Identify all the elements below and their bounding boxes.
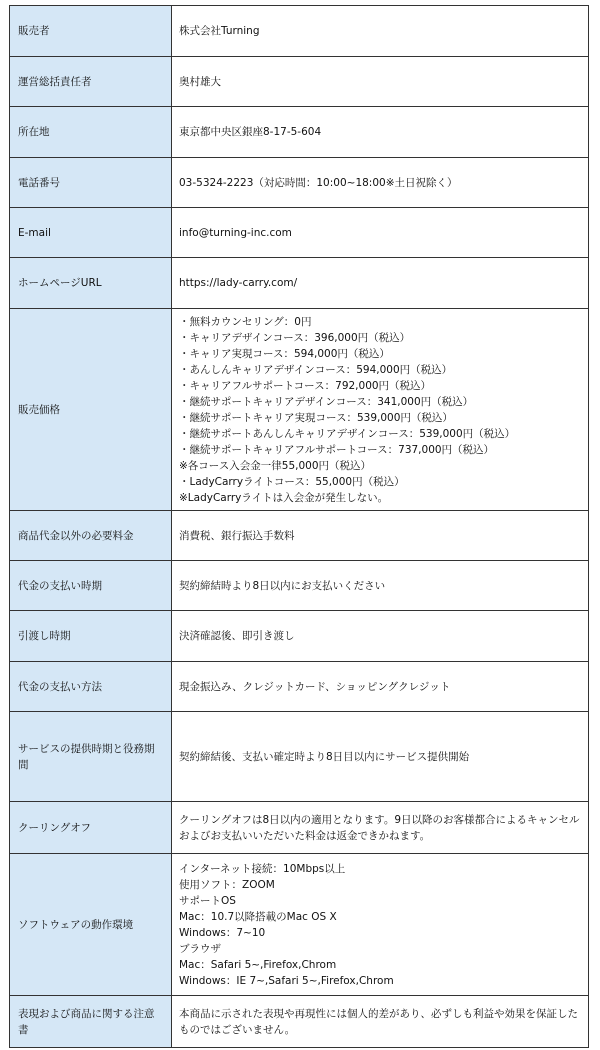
value-paragraph: クーリングオフは8日以内の適用となります。9日以降のお客様都合によるキャンセルおよびお支払いいただいた料金は返金できかねます。 (179, 813, 580, 842)
table-row (10, 107, 589, 158)
row-value (172, 854, 589, 996)
row-value (172, 712, 589, 802)
row-label: 表現および商品に関する注意書 (10, 996, 172, 1048)
specified-commercial-transactions-table (9, 5, 589, 1048)
row-value (172, 662, 589, 712)
row-label: 所在地 (10, 107, 172, 158)
value-line: 契約締結時より8日以内にお支払いください (179, 579, 386, 592)
row-label: 代金の支払い方法 (10, 662, 172, 712)
table-row (10, 57, 589, 107)
value-line: ・あんしんキャリアデザインコース：594,000円（税込） (179, 363, 453, 376)
row-value (172, 6, 589, 57)
row-label: 販売価格 (10, 309, 172, 511)
row-label: 商品代金以外の必要料金 (10, 511, 172, 561)
value-paragraph: 本商品に示された表現や再現性には個人的差があり、必ずしも利益や効果を保証したものではございません。 (179, 1007, 578, 1036)
table-row (10, 712, 589, 802)
table-row (10, 996, 589, 1048)
value-line: ブラウザ (179, 942, 221, 955)
row-label: 電話番号 (10, 158, 172, 208)
homepage-link[interactable]: https://lady-carry.com/ (179, 277, 298, 289)
value-line: 決済確認後、即引き渡し (179, 630, 295, 642)
value-line: 株式会社Turning (179, 25, 260, 37)
value-line: ・継続サポートあんしんキャリアデザインコース：539,000円（税込） (179, 427, 516, 440)
value-line: ・キャリアデザインコース：396,000円（税込） (179, 331, 411, 344)
row-value (172, 107, 589, 158)
table-row (10, 802, 589, 854)
value-line: ※LadyCarryライトは入会金が発生しない。 (179, 491, 389, 504)
row-label: 販売者 (10, 6, 172, 57)
table-row (10, 611, 589, 662)
row-value (172, 561, 589, 611)
row-value (172, 511, 589, 561)
value-line: ・キャリア実現コース：594,000円（税込） (179, 347, 390, 360)
row-value (172, 57, 589, 107)
value-line: Mac：Safari 5~,Firefox,Chrom (179, 958, 337, 971)
value-line: サポートOS (179, 894, 236, 907)
value-line: 現金振込み、クレジットカード、ショッピングクレジット (179, 680, 451, 693)
table-row (10, 309, 589, 511)
row-label: E-mail (10, 208, 172, 258)
email-link[interactable]: info@turning-inc.com (179, 226, 292, 239)
value-line: Windows：IE 7~,Safari 5~,Firefox,Chrom (179, 974, 394, 987)
row-label: ソフトウェアの動作環境 (10, 854, 172, 996)
row-value (172, 309, 589, 511)
value-line: ・継続サポートキャリアフルサポートコース：737,000円（税込） (179, 443, 495, 456)
value-line: ・継続サポートキャリア実現コース：539,000円（税込） (179, 411, 453, 424)
value-line: ・キャリアフルサポートコース：792,000円（税込） (179, 379, 432, 392)
row-label: ホームページURL (10, 258, 172, 309)
value-line: Windows：7~10 (179, 926, 266, 939)
row-label: クーリングオフ (10, 802, 172, 854)
value-line: ・LadyCarryライトコース：55,000円（税込） (179, 475, 405, 488)
table-row (10, 6, 589, 57)
value-line: ・継続サポートキャリアデザインコース：341,000円（税込） (179, 395, 474, 408)
value-line: 奥村雄大 (179, 75, 221, 88)
value-line: 03-5324-2223（対応時間：10:00~18:00※土日祝除く） (179, 176, 458, 189)
table-row (10, 854, 589, 996)
row-label: 代金の支払い時期 (10, 561, 172, 611)
value-line: ・無料カウンセリング：0円 (179, 315, 312, 328)
value-line: 使用ソフト：ZOOM (179, 878, 275, 891)
row-label: サービスの提供時期と役務期間 (10, 712, 172, 802)
row-value (172, 158, 589, 208)
row-value (172, 208, 589, 258)
value-line: 契約締結後、支払い確定時より8日目以内にサービス提供開始 (179, 750, 470, 763)
value-line: 東京都中央区銀座8-17-5-604 (179, 126, 322, 138)
table-row (10, 258, 589, 309)
value-line: 消費税、銀行振込手数料 (179, 529, 295, 542)
table-row (10, 561, 589, 611)
row-value (172, 996, 589, 1048)
table-row (10, 208, 589, 258)
row-value (172, 802, 589, 854)
row-label: 運営総括責任者 (10, 57, 172, 107)
row-label: 引渡し時期 (10, 611, 172, 662)
row-value (172, 258, 589, 309)
table-row (10, 511, 589, 561)
table-row (10, 662, 589, 712)
value-line: Mac：10.7以降搭載のMac OS X (179, 910, 337, 923)
table-row (10, 158, 589, 208)
value-line: ※各コース入会金一律55,000円（税込） (179, 459, 372, 472)
row-value (172, 611, 589, 662)
value-line: インターネット接続：10Mbps以上 (179, 862, 346, 875)
